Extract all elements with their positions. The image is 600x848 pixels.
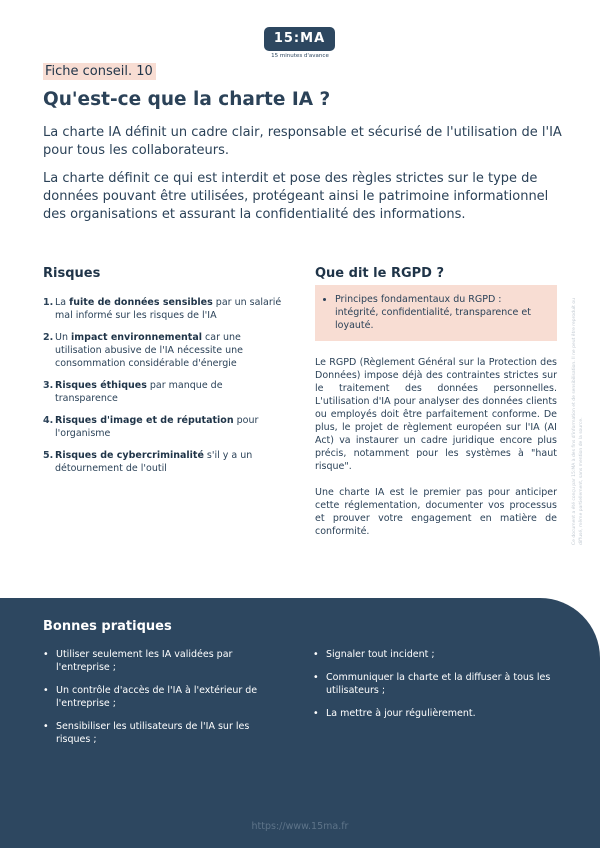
rgpd-paragraph-2: Une charte IA est le premier pas pour anticiper cette réglementation, documenter vos processus et prouver votre engagement en matière de conformité.	[315, 487, 557, 537]
risks-list	[43, 296, 288, 484]
good-practices-heading: Bonnes pratiques	[43, 619, 172, 634]
good-practice-item: • Un contrôle d'accès de l'IA à l'extérieur de l'entreprise ;	[43, 684, 286, 710]
logo: 15:MA	[264, 27, 335, 51]
good-practices-left-list	[43, 648, 286, 756]
rgpd-heading: Que dit le RGPD ?	[315, 266, 445, 281]
footer-url-link[interactable]: https://www.15ma.fr	[251, 821, 349, 832]
page-title: Qu'est-ce que la charte IA ?	[43, 89, 331, 110]
good-practice-item: • La mettre à jour régulièrement.	[313, 707, 558, 720]
good-practice-item: • Utiliser seulement les IA validées par l'entreprise ;	[43, 648, 286, 674]
logo-tagline: 15 minutes d'avance	[271, 53, 329, 59]
rgpd-principles-box	[315, 285, 557, 341]
good-practice-item: • Sensibiliser les utilisateurs de l'IA sur les risques ;	[43, 720, 286, 746]
risks-heading: Risques	[43, 266, 101, 281]
good-practices-right-list	[313, 648, 558, 730]
intro-paragraph-2: La charte définit ce qui est interdit et pose des règles strictes sur le type de données pouvant être utilisées, protégeant ainsi le patrimoine informationnel des organisations et assurant la confidentialité des informations.	[43, 171, 549, 222]
good-practice-item: • Signaler tout incident ;	[313, 648, 558, 661]
risk-item: 5. Risques de cybercriminalité s'il y a un détournement de l'outil	[43, 450, 253, 474]
rgpd-paragraph-1: Le RGPD (Règlement Général sur la Protection des Données) impose déjà des contraintes strictes sur le traitement des données personnelles. L'utilisation d'IA pour analyser des données clients ou employés doit être parfaitement conforme. De plus, le projet de règlement européen sur l'IA (AI Act) va instaurer un cadre juridique encore plus précis, notamment pour les systèmes à "haut risque".	[315, 357, 557, 472]
fiche-label: Fiche conseil. 10	[43, 63, 156, 80]
risk-item: 2. Un impact environnemental car une utilisation abusive de l'IA nécessite une consommation considérable d'énergie	[43, 332, 244, 369]
copyright-side-note: Ce document a été conçu par 15:MA à des fins d'information et de sensibilisation. Il ne peut être reproduit ou diffusé, même partiellement, sans mention de la source.	[572, 298, 584, 545]
risk-item: 1. La fuite de données sensibles par un salarié mal informé sur les risques de l'IA	[43, 297, 282, 321]
intro-paragraph-1: La charte IA définit un cadre clair, responsable et sécurisé de l'utilisation de l'IA pour tous les collaborateurs.	[43, 125, 562, 158]
good-practice-item: • Communiquer la charte et la diffuser à tous les utilisateurs ;	[313, 671, 558, 697]
risk-item: 4. Risques d'image et de réputation pour l'organisme	[43, 415, 259, 439]
rgpd-principle-item: • Principes fondamentaux du RGPD : intégrité, confidentialité, transparence et loyauté.	[335, 293, 547, 332]
risk-item: 3. Risques éthiques par manque de transparence	[43, 380, 223, 404]
